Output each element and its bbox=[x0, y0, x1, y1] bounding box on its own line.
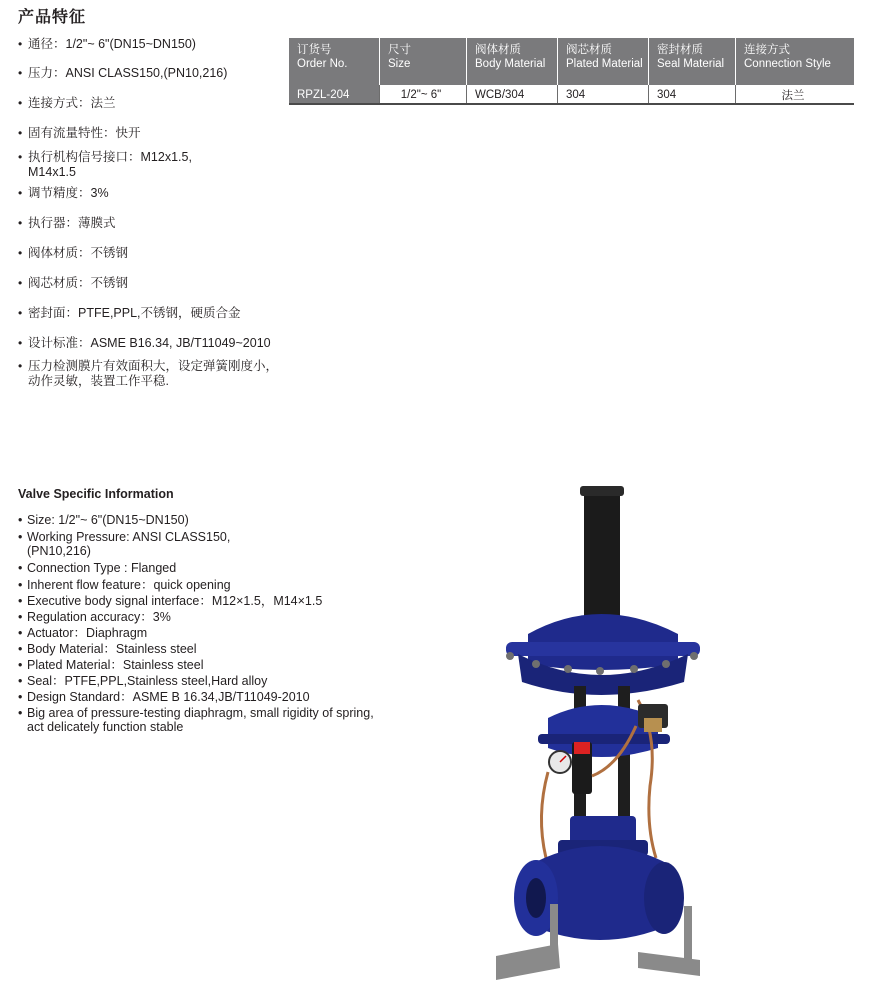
cn-feature-text: 执行器：薄膜式 bbox=[28, 216, 116, 230]
en-info-item bbox=[18, 706, 418, 734]
cn-feature-text: 密封面：PTFE,PPL,不锈钢，硬质合金 bbox=[28, 306, 241, 320]
header-cn-label: 订货号 bbox=[297, 44, 332, 56]
header-cn-label: 尺寸 bbox=[388, 44, 411, 56]
cn-feature-text: 执行机构信号接口：M12x1.5, M14x1.5 bbox=[28, 150, 192, 179]
cn-feature-item bbox=[18, 126, 288, 141]
en-info-text: Big area of pressure-testing diaphragm, small rigidity of spring, act delicately function stable bbox=[27, 706, 374, 734]
bullet-icon: • bbox=[18, 276, 23, 290]
en-info-title: Valve Specific Information bbox=[18, 487, 174, 501]
en-info-item bbox=[18, 674, 418, 688]
en-info-item bbox=[18, 690, 418, 704]
bullet-icon: • bbox=[18, 37, 23, 51]
outlet-flange bbox=[644, 862, 684, 934]
header-en-label: Size bbox=[388, 58, 411, 70]
header-cn-label: 阀芯材质 bbox=[566, 44, 612, 56]
table-header-cell bbox=[289, 38, 380, 85]
bullet-icon: • bbox=[18, 642, 23, 656]
cn-feature-text: 固有流量特性：快开 bbox=[28, 126, 141, 140]
table-cell-plated-material: 304 bbox=[558, 85, 649, 104]
header-en-label: Seal Material bbox=[657, 58, 725, 70]
bullet-icon: • bbox=[18, 246, 23, 260]
en-info-text: Body Material：Stainless steel bbox=[27, 642, 197, 656]
table-cell-order-no: RPZL-204 bbox=[289, 85, 380, 104]
cn-feature-text: 连接方式：法兰 bbox=[28, 96, 116, 110]
table-header-cell bbox=[736, 38, 855, 85]
en-info-item bbox=[18, 642, 418, 656]
cn-feature-text: 设计标准：ASME B16.34, JB/T11049~2010 bbox=[28, 336, 271, 350]
table-header-cell bbox=[649, 38, 736, 85]
cn-feature-text: 通径：1/2"~ 6"(DN15~DN150) bbox=[28, 37, 196, 51]
bullet-icon: • bbox=[18, 578, 23, 592]
bullet-icon: • bbox=[18, 658, 23, 672]
cn-feature-item bbox=[18, 336, 288, 351]
cn-feature-item bbox=[18, 246, 288, 261]
cn-feature-item bbox=[18, 276, 288, 291]
bullet-icon: • bbox=[18, 674, 23, 688]
en-info-item bbox=[18, 594, 418, 608]
table-header-cell bbox=[380, 38, 467, 85]
bullet-icon: • bbox=[18, 96, 23, 110]
bullet-icon: • bbox=[18, 530, 23, 544]
cn-feature-text: 调节精度：3% bbox=[28, 186, 109, 200]
header-cn-label: 连接方式 bbox=[744, 44, 790, 56]
cn-feature-item bbox=[18, 150, 288, 180]
cn-feature-item bbox=[18, 66, 288, 81]
header-cn-label: 阀体材质 bbox=[475, 44, 521, 56]
header-en-label: Plated Material bbox=[566, 58, 643, 70]
en-info-text: Plated Material：Stainless steel bbox=[27, 658, 204, 672]
table-cell-seal-material: 304 bbox=[649, 85, 736, 104]
table-header-row bbox=[289, 38, 854, 85]
cn-feature-text: 阀芯材质：不锈钢 bbox=[28, 276, 129, 290]
cn-feature-text: 压力检测膜片有效面积大，设定弹簧刚度小， 动作灵敏，装置工作平稳. bbox=[28, 359, 279, 388]
bullet-icon: • bbox=[18, 186, 23, 200]
en-info-item bbox=[18, 610, 418, 624]
bullet-icon: • bbox=[18, 626, 23, 640]
cn-feature-item bbox=[18, 37, 288, 52]
bullet-icon: • bbox=[18, 706, 23, 720]
header-en-label: Body Material bbox=[475, 58, 546, 70]
table-header-cell bbox=[558, 38, 649, 85]
order-table bbox=[289, 38, 854, 105]
en-info-text: Actuator：Diaphragm bbox=[27, 626, 148, 640]
bullet-icon: • bbox=[18, 690, 23, 704]
bullet-icon: • bbox=[18, 306, 23, 320]
en-info-text: Working Pressure: ANSI CLASS150, (PN10,216) bbox=[27, 530, 231, 558]
en-info-text: Regulation accuracy：3% bbox=[27, 610, 171, 624]
bullet-icon: • bbox=[18, 513, 23, 527]
en-info-text: Inherent flow feature：quick opening bbox=[27, 578, 231, 592]
en-info-item bbox=[18, 530, 418, 558]
bullet-icon: • bbox=[18, 359, 23, 373]
table-cell-size: 1/2"~ 6" bbox=[380, 85, 467, 104]
cn-feature-item bbox=[18, 306, 288, 321]
table-header-cell bbox=[467, 38, 558, 85]
en-info-text: Design Standard：ASME B 16.34,JB/T11049-2010 bbox=[27, 690, 310, 704]
bullet-icon: • bbox=[18, 126, 23, 140]
cn-features-title: 产品特征 bbox=[18, 9, 87, 26]
header-cn-label: 密封材质 bbox=[657, 44, 703, 56]
en-info-text: Size: 1/2"~ 6"(DN15~DN150) bbox=[27, 513, 189, 527]
en-info-item bbox=[18, 561, 418, 575]
cn-feature-item bbox=[18, 216, 288, 231]
cn-feature-item bbox=[18, 359, 288, 389]
cn-feature-text: 压力：ANSI CLASS150,(PN10,216) bbox=[28, 66, 228, 80]
en-info-item bbox=[18, 658, 418, 672]
table-cell-body-material: WCB/304 bbox=[467, 85, 558, 104]
bullet-icon: • bbox=[18, 216, 23, 230]
bullet-icon: • bbox=[18, 66, 23, 80]
en-info-item bbox=[18, 513, 418, 527]
header-en-label: Connection Style bbox=[744, 58, 831, 70]
cn-feature-item bbox=[18, 96, 288, 111]
bullet-icon: • bbox=[18, 150, 23, 164]
en-info-text: Seal：PTFE,PPL,Stainless steel,Hard alloy bbox=[27, 674, 268, 688]
en-info-text: Connection Type : Flanged bbox=[27, 561, 177, 575]
en-info-item bbox=[18, 626, 418, 640]
bullet-icon: • bbox=[18, 336, 23, 350]
cn-feature-text: 阀体材质：不锈钢 bbox=[28, 246, 129, 260]
bullet-icon: • bbox=[18, 610, 23, 624]
en-info-text: Executive body signal interface：M12×1.5，M14×1.5 bbox=[27, 594, 323, 608]
en-info-item bbox=[18, 578, 418, 592]
valve-product-image bbox=[488, 486, 713, 982]
header-en-label: Order No. bbox=[297, 58, 348, 70]
bullet-icon: • bbox=[18, 594, 23, 608]
bullet-icon: • bbox=[18, 561, 23, 575]
table-cell-connection-style: 法兰 bbox=[736, 85, 855, 104]
cn-feature-item bbox=[18, 186, 288, 201]
table-row bbox=[289, 85, 854, 104]
